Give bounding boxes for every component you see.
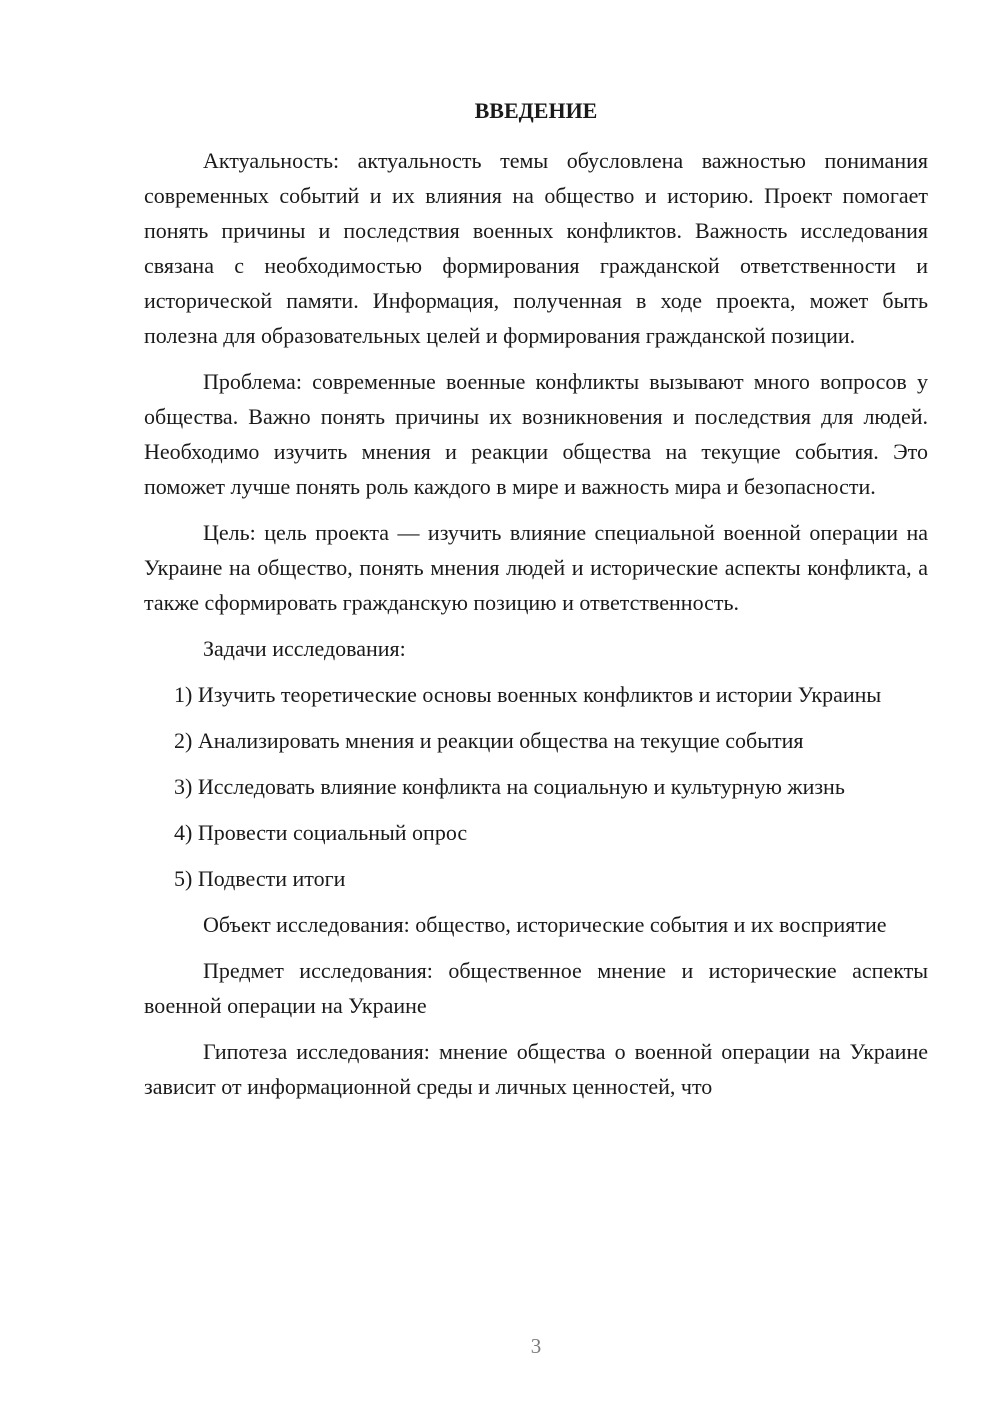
paragraph-problem: Проблема: современные военные конфликты вызывают много вопросов у общества. Важно понять причины их возникновения и последствия для людей. Необходимо изучить мнения и реакции общества на текущие события. Это поможет лучше понять роль каждого в мире и важность мира и безопасности. <box>144 369 928 499</box>
paragraph-subject: Предмет исследования: общественное мнение и исторические аспекты военной операции на Украине <box>144 958 928 1018</box>
paragraph-object: Объект исследования: общество, исторические события и их восприятие <box>203 912 887 937</box>
paragraph-tasks-intro: Задачи исследования: <box>203 636 406 661</box>
task-list-item-4: 4) Провести социальный опрос <box>174 820 468 845</box>
paragraph-goal: Цель: цель проекта — изучить влияние специальной военной операции на Украине на общество, понять мнения людей и исторические аспекты конфликта, а также сформировать гражданскую позицию и ответственность. <box>144 520 928 615</box>
task-list-item-3: 3) Исследовать влияние конфликта на социальную и культурную жизнь <box>174 774 845 799</box>
page-title: ВВЕДЕНИЕ <box>474 98 598 123</box>
paragraph-relevance: Актуальность: актуальность темы обусловлена важностью понимания современных событий и их влияния на общество и историю. Проект помогает понять причины и последствия военных конфликтов. Важность исследования связана с необходимостью формирования гражданской ответственности и исторической памяти. Информация, полученная в ходе проекта, может быть полезна для образовательных целей и формирования гражданской позиции. <box>144 148 928 348</box>
task-list-item-1: 1) Изучить теоретические основы военных конфликтов и истории Украины <box>174 682 882 707</box>
task-list-item-2: 2) Анализировать мнения и реакции общества на текущие события <box>174 728 804 753</box>
document-body <box>144 143 928 1115</box>
task-list-item-5: 5) Подвести итоги <box>174 866 346 891</box>
page-number: 3 <box>530 1334 542 1358</box>
paragraph-hypothesis: Гипотеза исследования: мнение общества о военной операции на Украине зависит от информационной среды и личных ценностей, что <box>144 1039 928 1099</box>
